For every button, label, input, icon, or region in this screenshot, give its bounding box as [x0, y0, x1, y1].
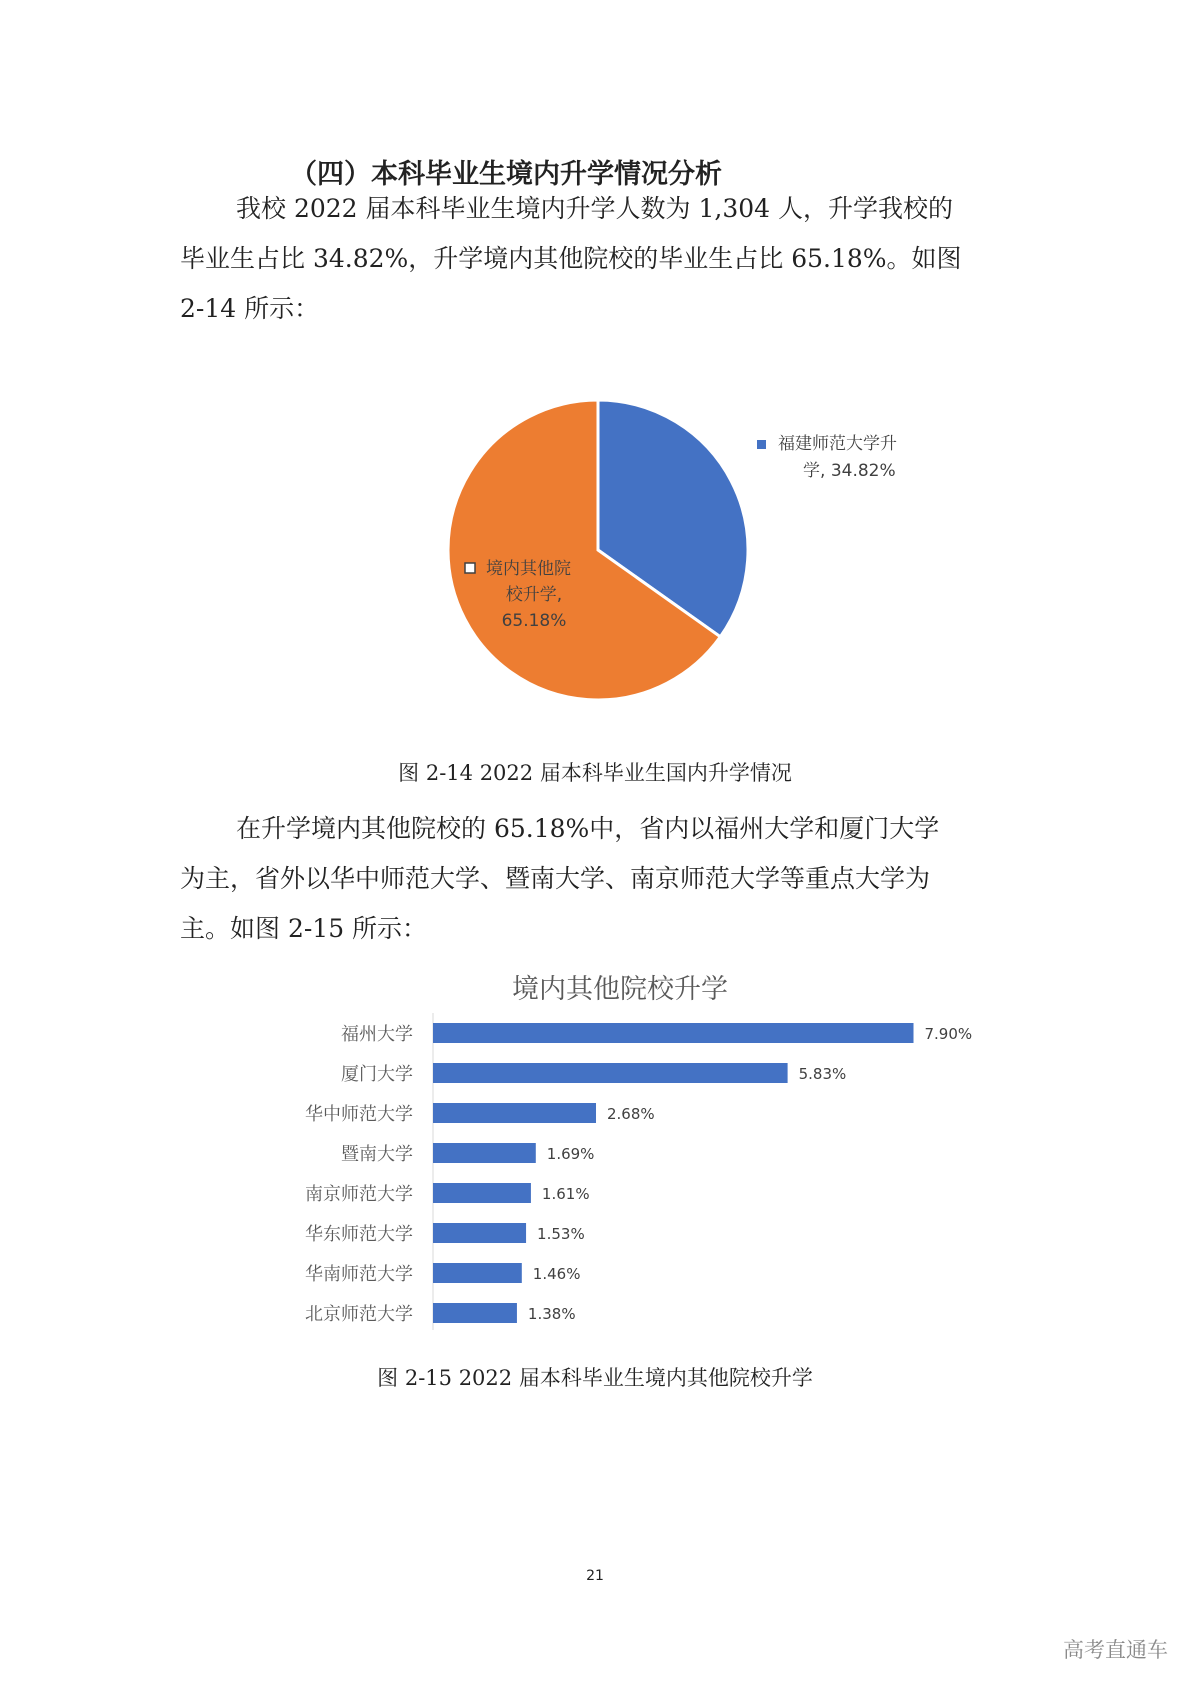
category-label: 福州大学	[341, 1024, 413, 1045]
paragraph-line: 2-14 所示：	[180, 294, 320, 323]
category-label: 华南师范大学	[305, 1264, 413, 1285]
bar	[433, 1223, 526, 1243]
paragraph-line: 我校 2022 届本科毕业生境内升学人数为 1,304 人，升学我校的	[236, 194, 953, 223]
bar	[433, 1023, 914, 1043]
chart-title: 境内其他院校升学	[512, 974, 728, 1005]
bar-value-label: 1.53%	[537, 1225, 585, 1243]
bar	[433, 1143, 536, 1163]
category-label: 华东师范大学	[305, 1224, 413, 1245]
page-number: 21	[586, 1568, 604, 1584]
pie-label: 学, 34.82%	[803, 461, 896, 481]
bar-value-label: 1.38%	[527, 1305, 576, 1323]
paragraph-line: 在升学境内其他院校的 65.18%中，省内以福州大学和厦门大学	[236, 814, 940, 843]
pie-value-label: 34.82%	[830, 461, 896, 481]
pie-chart	[0, 380, 1190, 720]
category-label: 厦门大学	[341, 1064, 413, 1085]
category-label: 南京师范大学	[305, 1184, 413, 1205]
figure-caption-2-14: 图 2-14 2022 届本科毕业生国内升学情况	[398, 761, 792, 785]
bar-value-label: 1.61%	[541, 1185, 590, 1203]
category-label: 北京师范大学	[305, 1304, 413, 1325]
bar-value-label: 7.90%	[924, 1025, 973, 1043]
bar-value-label: 5.83%	[798, 1065, 847, 1083]
bar-chart	[0, 960, 1190, 1330]
bar-value-label: 1.46%	[532, 1265, 581, 1283]
category-label: 暨南大学	[341, 1144, 413, 1165]
bar-value-label: 1.69%	[546, 1145, 595, 1163]
legend-marker	[465, 563, 475, 573]
bar	[433, 1063, 788, 1083]
section-heading: （四）本科毕业生境内升学情况分析	[290, 159, 722, 190]
paragraph-line: 毕业生占比 34.82%，升学境内其他院校的毕业生占比 65.18%。如图	[180, 244, 962, 273]
bar	[433, 1263, 522, 1283]
paragraph-line: 为主，省外以华中师范大学、暨南大学、南京师范大学等重点大学为	[180, 864, 931, 893]
paragraph-intro	[180, 184, 1020, 334]
watermark: 高考直通车	[1063, 1638, 1168, 1662]
pie-label: 校升学,	[505, 585, 563, 605]
bar	[433, 1183, 531, 1203]
pie-label: 境内其他院	[486, 559, 571, 579]
pie-label: 福建师范大学升	[778, 434, 897, 454]
category-label: 华中师范大学	[305, 1104, 413, 1125]
pie-value-label: 65.18%	[501, 611, 567, 631]
paragraph-line: 主。如图 2-15 所示：	[180, 914, 428, 943]
legend-marker	[757, 440, 766, 449]
paragraph-detail	[180, 804, 1020, 954]
bar	[433, 1103, 596, 1123]
figure-caption-2-15: 图 2-15 2022 届本科毕业生境内其他院校升学	[377, 1366, 813, 1390]
bar-value-label: 2.68%	[607, 1105, 655, 1123]
bar	[433, 1303, 517, 1323]
